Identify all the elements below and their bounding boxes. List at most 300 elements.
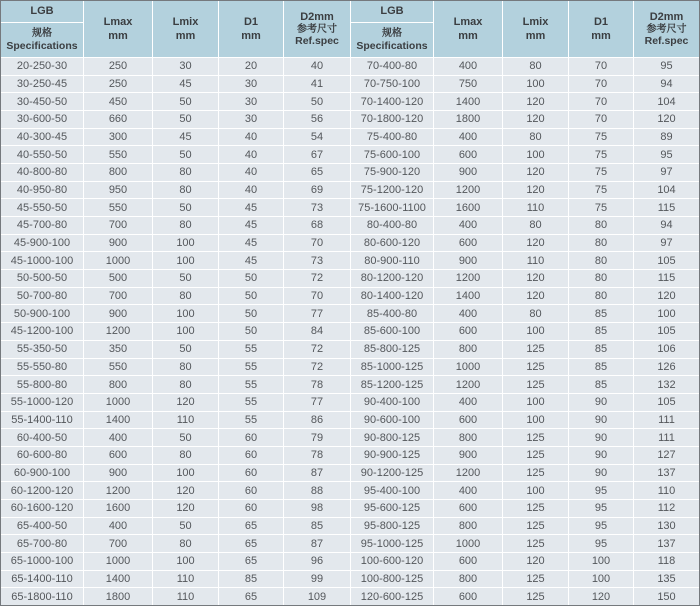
value-cell: 75 — [569, 164, 633, 181]
value-cell: 41 — [284, 76, 350, 93]
value-cell: 700 — [84, 288, 152, 305]
spec-cell: 40-300-45 — [1, 129, 83, 146]
value-cell: 400 — [434, 305, 502, 322]
value-cell: 60 — [219, 429, 283, 446]
value-cell: 400 — [84, 429, 152, 446]
value-cell: 70 — [284, 288, 350, 305]
value-cell: 1000 — [434, 535, 502, 552]
header-d2-en: Ref.spec — [295, 35, 339, 48]
value-cell: 40 — [219, 182, 283, 199]
value-cell: 60 — [219, 447, 283, 464]
value-cell: 110 — [153, 571, 218, 588]
spec-cell: 55-1400-110 — [1, 412, 83, 429]
value-cell: 1200 — [84, 323, 152, 340]
value-cell: 45 — [219, 199, 283, 216]
value-cell: 90 — [569, 465, 633, 482]
value-cell: 80 — [503, 305, 568, 322]
header-lmix-unit: mm — [175, 30, 196, 42]
spec-cell: 60-400-50 — [1, 429, 83, 446]
value-cell: 45 — [153, 129, 218, 146]
value-cell: 55 — [219, 412, 283, 429]
spec-cell: 45-1200-100 — [1, 323, 83, 340]
value-cell: 80 — [153, 447, 218, 464]
value-cell: 125 — [503, 429, 568, 446]
value-cell: 400 — [434, 217, 502, 234]
header-spec-label — [1, 23, 83, 57]
spec-cell: 70-400-80 — [351, 58, 433, 75]
value-cell: 550 — [84, 199, 152, 216]
spec-cell: 40-800-80 — [1, 164, 83, 181]
value-cell: 50 — [219, 323, 283, 340]
value-cell: 78 — [284, 447, 350, 464]
value-cell: 120 — [503, 111, 568, 128]
spec-cell: 55-1000-120 — [1, 394, 83, 411]
header-lmix-left — [153, 1, 218, 57]
value-cell: 85 — [569, 376, 633, 393]
value-cell: 85 — [219, 571, 283, 588]
value-cell: 70 — [569, 93, 633, 110]
value-cell: 350 — [84, 341, 152, 358]
value-cell: 78 — [284, 376, 350, 393]
value-cell: 80 — [569, 270, 633, 287]
value-cell: 120 — [634, 111, 699, 128]
value-cell: 550 — [84, 146, 152, 163]
value-cell: 125 — [503, 588, 568, 605]
value-cell: 67 — [284, 146, 350, 163]
value-cell: 95 — [569, 482, 633, 499]
value-cell: 300 — [84, 129, 152, 146]
value-cell: 80 — [569, 217, 633, 234]
spec-cell: 45-900-100 — [1, 235, 83, 252]
value-cell: 600 — [434, 323, 502, 340]
value-cell: 50 — [219, 288, 283, 305]
header-d2-label: D2mm — [300, 10, 334, 23]
value-cell: 54 — [284, 129, 350, 146]
value-cell: 106 — [634, 341, 699, 358]
value-cell: 85 — [569, 341, 633, 358]
value-cell: 55 — [219, 341, 283, 358]
value-cell: 50 — [219, 270, 283, 287]
value-cell: 950 — [84, 182, 152, 199]
value-cell: 30 — [219, 111, 283, 128]
value-cell: 111 — [634, 429, 699, 446]
value-cell: 104 — [634, 182, 699, 199]
value-cell: 700 — [84, 217, 152, 234]
header-d2-cn: 参考尺寸 — [297, 23, 337, 35]
value-cell: 65 — [219, 518, 283, 535]
value-cell: 40 — [219, 146, 283, 163]
value-cell: 100 — [503, 76, 568, 93]
spec-cell: 30-250-45 — [1, 76, 83, 93]
header-spec-cn: 规格 — [382, 27, 402, 39]
value-cell: 75 — [569, 199, 633, 216]
spec-cell: 55-550-80 — [1, 359, 83, 376]
value-cell: 65 — [219, 588, 283, 605]
spec-cell: 55-350-50 — [1, 341, 83, 358]
value-cell: 65 — [219, 553, 283, 570]
value-cell: 50 — [153, 270, 218, 287]
value-cell: 900 — [84, 235, 152, 252]
header-d1-left — [219, 1, 283, 57]
spec-cell: 75-1600-1100 — [351, 199, 433, 216]
value-cell: 1200 — [434, 465, 502, 482]
value-cell: 55 — [219, 376, 283, 393]
value-cell: 125 — [503, 535, 568, 552]
value-cell: 105 — [634, 323, 699, 340]
value-cell: 600 — [434, 588, 502, 605]
spec-cell: 50-700-80 — [1, 288, 83, 305]
value-cell: 900 — [84, 465, 152, 482]
value-cell: 110 — [634, 482, 699, 499]
header-d1-label: D1 — [593, 15, 609, 28]
value-cell: 85 — [569, 359, 633, 376]
value-cell: 95 — [634, 146, 699, 163]
value-cell: 69 — [284, 182, 350, 199]
spec-cell: 65-1800-110 — [1, 588, 83, 605]
spec-cell: 90-800-125 — [351, 429, 433, 446]
value-cell: 600 — [434, 146, 502, 163]
spec-cell: 50-900-100 — [1, 305, 83, 322]
value-cell: 30 — [219, 76, 283, 93]
value-cell: 125 — [503, 447, 568, 464]
spec-cell: 85-600-100 — [351, 323, 433, 340]
value-cell: 400 — [434, 482, 502, 499]
value-cell: 72 — [284, 270, 350, 287]
value-cell: 400 — [434, 129, 502, 146]
value-cell: 125 — [503, 465, 568, 482]
header-lmax-right — [434, 1, 502, 57]
value-cell: 45 — [219, 235, 283, 252]
spec-cell: 100-600-120 — [351, 553, 433, 570]
spec-cell: 85-800-125 — [351, 341, 433, 358]
spec-cell: 95-1000-125 — [351, 535, 433, 552]
value-cell: 84 — [284, 323, 350, 340]
value-cell: 110 — [503, 252, 568, 269]
value-cell: 700 — [84, 535, 152, 552]
value-cell: 400 — [434, 58, 502, 75]
value-cell: 600 — [434, 235, 502, 252]
spec-cell: 30-450-50 — [1, 93, 83, 110]
value-cell: 600 — [434, 500, 502, 517]
value-cell: 800 — [434, 571, 502, 588]
value-cell: 100 — [503, 394, 568, 411]
value-cell: 80 — [569, 288, 633, 305]
value-cell: 600 — [434, 553, 502, 570]
value-cell: 1400 — [84, 412, 152, 429]
value-cell: 72 — [284, 359, 350, 376]
value-cell: 89 — [634, 129, 699, 146]
value-cell: 95 — [634, 58, 699, 75]
header-lmix-unit: mm — [525, 30, 546, 42]
value-cell: 100 — [153, 323, 218, 340]
spec-cell: 75-900-120 — [351, 164, 433, 181]
value-cell: 45 — [219, 252, 283, 269]
spec-cell: 90-600-100 — [351, 412, 433, 429]
value-cell: 85 — [569, 323, 633, 340]
value-cell: 250 — [84, 76, 152, 93]
value-cell: 100 — [153, 553, 218, 570]
spec-cell: 70-750-100 — [351, 76, 433, 93]
value-cell: 900 — [434, 252, 502, 269]
spec-cell: 120-600-125 — [351, 588, 433, 605]
spec-cell: 50-500-50 — [1, 270, 83, 287]
header-lmax-unit: mm — [458, 30, 478, 42]
spec-cell: 55-800-80 — [1, 376, 83, 393]
value-cell: 550 — [84, 359, 152, 376]
spec-cell: 80-1400-120 — [351, 288, 433, 305]
spec-cell: 70-1400-120 — [351, 93, 433, 110]
value-cell: 800 — [434, 518, 502, 535]
value-cell: 118 — [634, 553, 699, 570]
value-cell: 75 — [569, 182, 633, 199]
value-cell: 500 — [84, 270, 152, 287]
value-cell: 137 — [634, 535, 699, 552]
value-cell: 50 — [153, 341, 218, 358]
spec-cell: 45-1000-100 — [1, 252, 83, 269]
value-cell: 30 — [153, 58, 218, 75]
value-cell: 80 — [503, 217, 568, 234]
table-body — [1, 58, 699, 605]
value-cell: 800 — [434, 429, 502, 446]
header-lgb-label: LGB — [351, 1, 433, 23]
header-lmax-label: Lmax — [453, 15, 483, 28]
value-cell: 68 — [284, 217, 350, 234]
value-cell: 800 — [84, 376, 152, 393]
value-cell: 450 — [84, 93, 152, 110]
value-cell: 80 — [153, 182, 218, 199]
value-cell: 100 — [503, 146, 568, 163]
value-cell: 100 — [569, 553, 633, 570]
value-cell: 1400 — [434, 93, 502, 110]
value-cell: 97 — [634, 235, 699, 252]
value-cell: 1800 — [84, 588, 152, 605]
value-cell: 105 — [634, 394, 699, 411]
value-cell: 73 — [284, 199, 350, 216]
value-cell: 400 — [434, 394, 502, 411]
value-cell: 109 — [284, 588, 350, 605]
value-cell: 80 — [503, 129, 568, 146]
value-cell: 127 — [634, 447, 699, 464]
value-cell: 900 — [434, 164, 502, 181]
value-cell: 600 — [434, 412, 502, 429]
value-cell: 73 — [284, 252, 350, 269]
value-cell: 135 — [634, 571, 699, 588]
value-cell: 40 — [219, 129, 283, 146]
value-cell: 95 — [569, 500, 633, 517]
value-cell: 120 — [503, 235, 568, 252]
value-cell: 120 — [503, 182, 568, 199]
value-cell: 120 — [503, 288, 568, 305]
header-d1-unit: mm — [241, 30, 261, 42]
value-cell: 50 — [153, 93, 218, 110]
spec-cell: 75-400-80 — [351, 129, 433, 146]
value-cell: 80 — [153, 288, 218, 305]
value-cell: 80 — [153, 217, 218, 234]
value-cell: 79 — [284, 429, 350, 446]
value-cell: 77 — [284, 394, 350, 411]
value-cell: 125 — [503, 341, 568, 358]
header-lmix-label: Lmix — [522, 15, 549, 28]
value-cell: 98 — [284, 500, 350, 517]
header-lmax-label: Lmax — [103, 15, 133, 28]
value-cell: 30 — [219, 93, 283, 110]
header-lmix-right — [503, 1, 568, 57]
table-header — [1, 1, 699, 57]
value-cell: 40 — [219, 164, 283, 181]
value-cell: 60 — [219, 465, 283, 482]
value-cell: 70 — [569, 76, 633, 93]
value-cell: 70 — [569, 111, 633, 128]
value-cell: 660 — [84, 111, 152, 128]
header-spec-cn: 规格 — [32, 27, 52, 39]
value-cell: 125 — [503, 359, 568, 376]
spec-cell: 65-400-50 — [1, 518, 83, 535]
value-cell: 1200 — [434, 182, 502, 199]
header-d2-label: D2mm — [649, 10, 684, 23]
value-cell: 80 — [503, 58, 568, 75]
value-cell: 80 — [153, 359, 218, 376]
spec-cell: 95-800-125 — [351, 518, 433, 535]
value-cell: 50 — [153, 429, 218, 446]
spec-cell: 75-600-100 — [351, 146, 433, 163]
header-specifications-right — [351, 1, 433, 57]
header-spec-en: Specifications — [6, 39, 78, 52]
spec-cell: 85-1200-125 — [351, 376, 433, 393]
header-specifications-left — [1, 1, 83, 57]
value-cell: 800 — [84, 164, 152, 181]
spec-cell: 95-400-100 — [351, 482, 433, 499]
spec-cell: 100-800-125 — [351, 571, 433, 588]
header-d2-left — [284, 1, 350, 57]
value-cell: 1400 — [84, 571, 152, 588]
value-cell: 800 — [434, 341, 502, 358]
value-cell: 55 — [219, 394, 283, 411]
spec-cell: 90-1200-125 — [351, 465, 433, 482]
value-cell: 45 — [219, 217, 283, 234]
spec-cell: 80-1200-120 — [351, 270, 433, 287]
value-cell: 96 — [284, 553, 350, 570]
value-cell: 600 — [84, 447, 152, 464]
value-cell: 120 — [153, 394, 218, 411]
value-cell: 90 — [569, 394, 633, 411]
value-cell: 85 — [284, 518, 350, 535]
value-cell: 1400 — [434, 288, 502, 305]
value-cell: 400 — [84, 518, 152, 535]
value-cell: 105 — [634, 252, 699, 269]
value-cell: 50 — [153, 199, 218, 216]
value-cell: 85 — [569, 305, 633, 322]
value-cell: 1200 — [84, 482, 152, 499]
spec-cell: 30-600-50 — [1, 111, 83, 128]
value-cell: 1600 — [434, 199, 502, 216]
spec-cell: 60-1600-120 — [1, 500, 83, 517]
value-cell: 100 — [569, 571, 633, 588]
value-cell: 55 — [219, 359, 283, 376]
value-cell: 94 — [634, 217, 699, 234]
value-cell: 65 — [219, 535, 283, 552]
value-cell: 50 — [153, 111, 218, 128]
value-cell: 110 — [503, 199, 568, 216]
value-cell: 110 — [153, 412, 218, 429]
spec-cell: 20-250-30 — [1, 58, 83, 75]
value-cell: 104 — [634, 93, 699, 110]
value-cell: 80 — [569, 252, 633, 269]
value-cell: 97 — [634, 164, 699, 181]
header-d1-right — [569, 1, 633, 57]
value-cell: 120 — [634, 288, 699, 305]
value-cell: 100 — [153, 235, 218, 252]
value-cell: 72 — [284, 341, 350, 358]
value-cell: 250 — [84, 58, 152, 75]
value-cell: 1800 — [434, 111, 502, 128]
value-cell: 60 — [219, 500, 283, 517]
value-cell: 88 — [284, 482, 350, 499]
header-lmix-label: Lmix — [172, 15, 199, 28]
value-cell: 137 — [634, 465, 699, 482]
value-cell: 125 — [503, 571, 568, 588]
spec-cell: 80-600-120 — [351, 235, 433, 252]
value-cell: 120 — [503, 270, 568, 287]
value-cell: 111 — [634, 412, 699, 429]
value-cell: 132 — [634, 376, 699, 393]
value-cell: 1000 — [84, 394, 152, 411]
value-cell: 100 — [153, 465, 218, 482]
value-cell: 100 — [503, 412, 568, 429]
value-cell: 900 — [434, 447, 502, 464]
spec-cell: 90-900-125 — [351, 447, 433, 464]
value-cell: 1000 — [84, 553, 152, 570]
value-cell: 50 — [153, 146, 218, 163]
spec-cell: 70-1800-120 — [351, 111, 433, 128]
header-d2-cn: 参考尺寸 — [646, 23, 687, 35]
value-cell: 80 — [153, 535, 218, 552]
value-cell: 77 — [284, 305, 350, 322]
header-d2-en: Ref.spec — [644, 35, 689, 48]
value-cell: 90 — [569, 447, 633, 464]
value-cell: 87 — [284, 535, 350, 552]
value-cell: 100 — [503, 482, 568, 499]
value-cell: 100 — [503, 323, 568, 340]
header-spec-en: Specifications — [356, 39, 428, 52]
value-cell: 80 — [153, 376, 218, 393]
value-cell: 75 — [569, 129, 633, 146]
value-cell: 70 — [569, 58, 633, 75]
value-cell: 95 — [569, 535, 633, 552]
value-cell: 120 — [153, 482, 218, 499]
value-cell: 99 — [284, 571, 350, 588]
value-cell: 125 — [503, 518, 568, 535]
value-cell: 50 — [153, 518, 218, 535]
value-cell: 20 — [219, 58, 283, 75]
value-cell: 95 — [569, 518, 633, 535]
value-cell: 126 — [634, 359, 699, 376]
value-cell: 112 — [634, 500, 699, 517]
value-cell: 40 — [284, 58, 350, 75]
value-cell: 115 — [634, 199, 699, 216]
value-cell: 90 — [569, 412, 633, 429]
spec-cell: 40-950-80 — [1, 182, 83, 199]
spec-cell: 90-400-100 — [351, 394, 433, 411]
value-cell: 120 — [503, 553, 568, 570]
value-cell: 80 — [569, 235, 633, 252]
header-d2-right — [634, 1, 699, 57]
value-cell: 65 — [284, 164, 350, 181]
spec-cell: 85-400-80 — [351, 305, 433, 322]
value-cell: 56 — [284, 111, 350, 128]
spec-cell: 85-1000-125 — [351, 359, 433, 376]
value-cell: 150 — [634, 588, 699, 605]
spec-cell: 60-900-100 — [1, 465, 83, 482]
